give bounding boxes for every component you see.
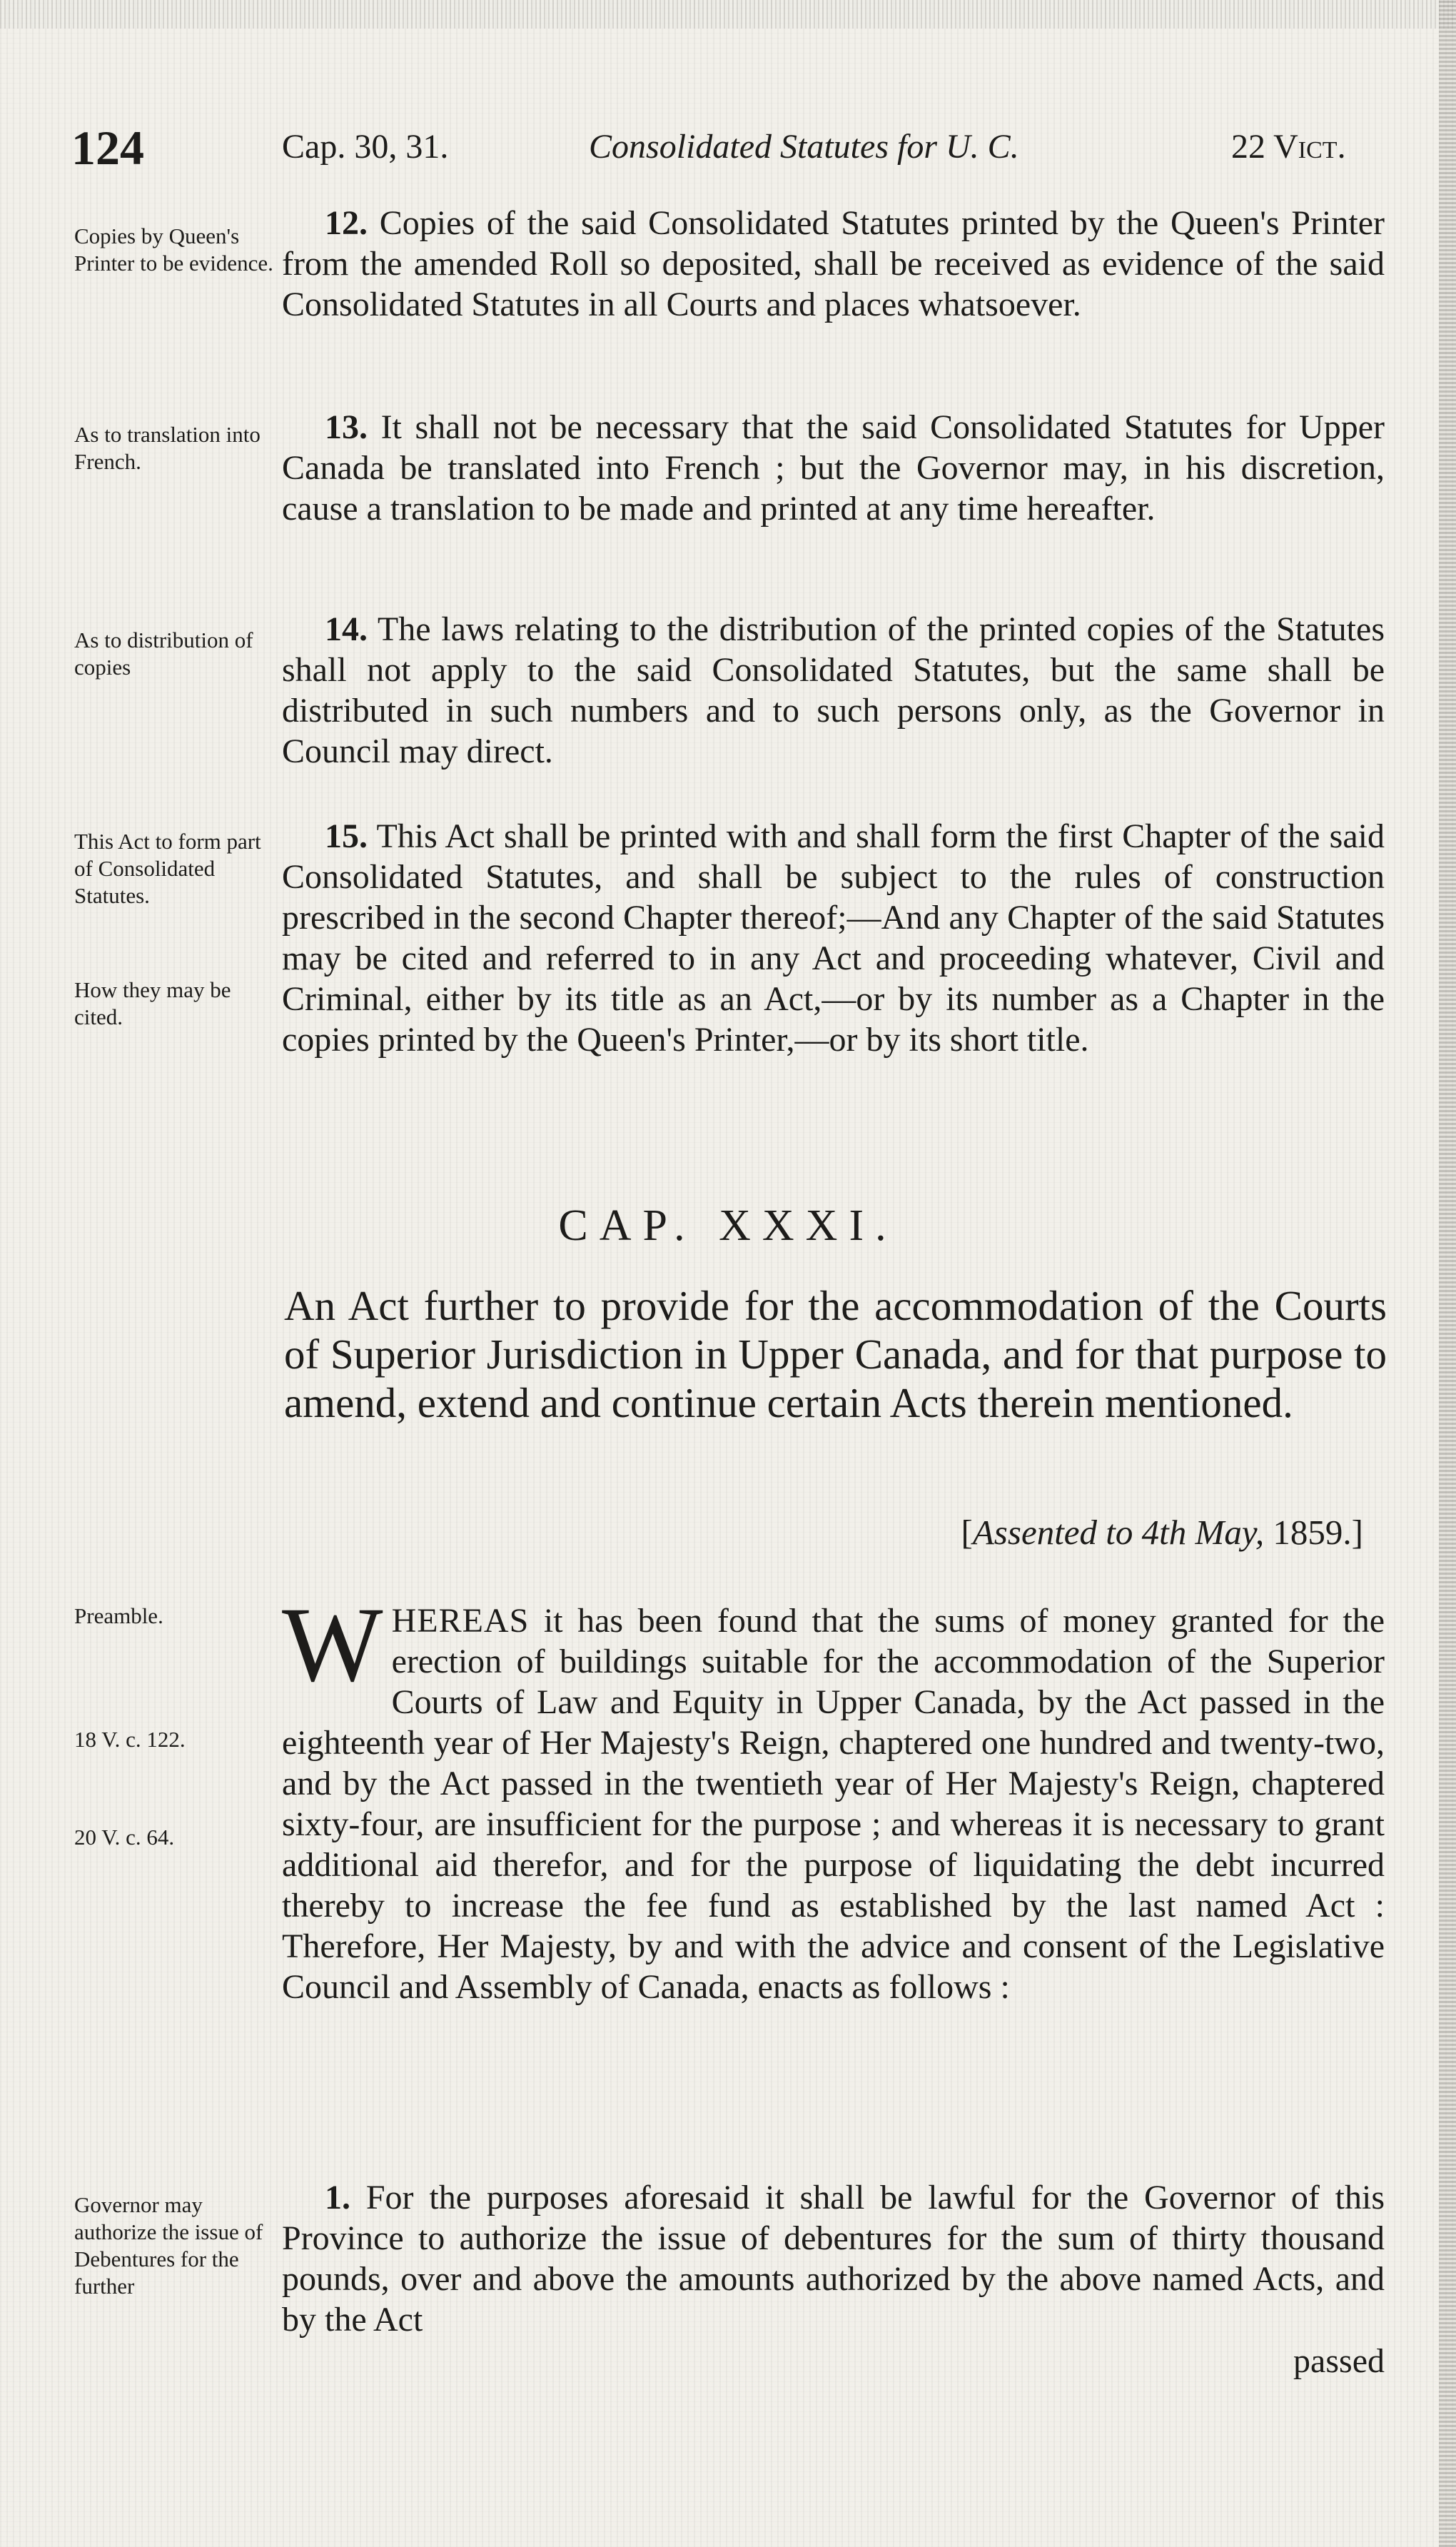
assent-month: May,	[1195, 1513, 1265, 1552]
assent-year: 1859.]	[1273, 1513, 1363, 1552]
preamble-first-word: HEREAS	[391, 1602, 530, 1640]
section-13	[282, 407, 1385, 529]
long-title: An Act further to provide for the accommodation of the Courts of Superior Jurisdiction in Upper Canada, and for that purpose to amend, extend and continue certain Acts therein mentioned.	[284, 1282, 1387, 1426]
section-14	[282, 609, 1385, 772]
drop-cap: W	[282, 1585, 383, 1704]
margin-note-14: As to distribution of copies	[74, 627, 253, 680]
section-15	[282, 816, 1385, 1060]
section-12	[282, 203, 1385, 325]
running-header	[0, 120, 1456, 184]
preamble-body: it has been found that the sums of money granted for the erection of buildings suitable for the accommodation of the Superior Courts of Law and Equity in Upper Canada, by the Act passed in the eighteenth year of Her Majesty's Reign, chaptered one hundred and twenty-two, and by the Act passed in the twentieth year of Her Majesty's Reign, chaptered sixty-four, are insufficient for the purpose ; and whereas it is necessary to grant additional aid therefor, and for the purpose of liquidating the debt incurred thereby to increase the fee fund as established by the last named Act : Therefore, Her Majesty, by and with the advice and consent of the Legislative Council and Assembly of Canada, enacts as follows :	[282, 1602, 1385, 2006]
section-text: Copies of the said Consolidated Statutes printed by the Queen's Printer from the amended Roll so deposited, shall be received as evidence of the said Consolidated Statutes in all Courts and places whatsoever.	[282, 204, 1385, 323]
margin-note-15b: How they may be cited.	[74, 977, 231, 1029]
margin-note-1: Governor may authorize the issue of Debentures for the further	[74, 2192, 263, 2299]
scan-edge-top	[0, 0, 1456, 29]
section-1	[282, 2177, 1385, 2340]
chapter-heading: CAP. XXXI.	[558, 1201, 898, 1250]
margin-ref-20v: 20 V. c. 64.	[74, 1825, 175, 1850]
margin-note-preamble: Preamble.	[74, 1603, 163, 1628]
section-number: 13.	[325, 408, 368, 446]
scan-edge-right	[1439, 0, 1456, 2547]
margin-note-13: As to translation into French.	[74, 422, 261, 474]
assent-date	[835, 1512, 1363, 1553]
header-chapter-ref: Cap. 30, 31.	[282, 128, 449, 166]
section-text: For the purposes aforesaid it shall be lawful for the Governor of this Province to authorize the issue of debentures for the sum of thirty thousand pounds, over and above the amounts authorized by the above named Acts, and by the Act	[282, 2179, 1385, 2339]
margin-ref-18v: 18 V. c. 122.	[74, 1727, 186, 1752]
margin-note-12: Copies by Queen's Printer to be evidence.	[74, 223, 273, 276]
section-number: 1.	[325, 2179, 350, 2216]
section-number: 14.	[325, 610, 368, 648]
catchword: passed	[1293, 2342, 1385, 2380]
header-regnal-year: 22 Vict.	[1231, 128, 1346, 166]
header-title: Consolidated Statutes for U. C.	[589, 128, 1019, 166]
section-text: It shall not be necessary that the said Consolidated Statutes for Upper Canada be translated into French ; but the Governor may, in his discretion, cause a translation to be made and printed at any time hereafter.	[282, 408, 1385, 528]
page-number: 124	[71, 121, 144, 175]
section-text: The laws relating to the distribution of the printed copies of the Statutes shall not apply to the said Consolidated Statutes, but the same shall be distributed in such numbers and to such persons only, as the Governor in Council may direct.	[282, 610, 1385, 770]
section-text: This Act shall be printed with and shall form the first Chapter of the said Consolidated Statutes, and shall be subject to the rules of construction prescribed in the second Chapter thereof;—And any Chapter of the said Statutes may be cited and referred to in any Act and proceeding whatever, Civil and Criminal, either by its title as an Act,—or by its number as a Chapter in the copies printed by the Queen's Printer,—or by its short title.	[282, 817, 1385, 1059]
assent-bracket: [	[961, 1513, 973, 1552]
section-number: 12.	[325, 204, 368, 242]
section-number: 15.	[325, 817, 368, 855]
assent-italic: Assented to 4th	[972, 1513, 1187, 1552]
preamble-text	[282, 1585, 1385, 2007]
margin-note-15: This Act to form part of Consolidated Statutes.	[74, 829, 261, 908]
